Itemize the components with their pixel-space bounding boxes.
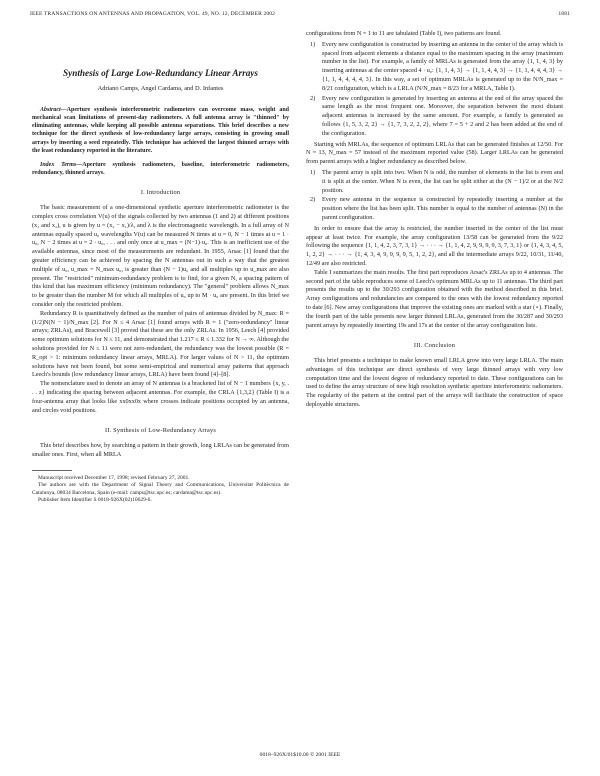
synthesis-paragraph-3: In order to ensure that the array is restricted, the number inserted in the center of the list must appear at least twice. For example, the array configuration 13/58 can be generated from the 9/22 following the sequence {1, 1, 4, 2, 3, 7, 3, 1} → · · · → {1, 1, 4, 2, 9, 9, 9, 9, 3, 7, 3, 1} or {1, 4, 3, 4, 5, 1, 2, 2} → · · · → {1, 4, 3, 4, 9, 9, 9, 9, 5, 1, 2, 2}, and all the intermediate arrays 9/22, 10/31, 11/40, 12/49 are also restricted.: [306, 224, 563, 267]
footnote-identifier: Publisher Item Identifier S 0018-926X(02)10629-6.: [38, 496, 152, 503]
paper-title: Synthesis of Large Low-Redundancy Linear Arrays: [63, 68, 258, 78]
abstract-text: Aperture synthesis interferometric radiometers can overcome mass, weight and mechanical scan limitations of present-day radiometers. A full antenna array is "thinned" by eliminating antennas, while keeping all possible antenna separations. This brief describes a new technique for the direct synthesis of low-redundancy large arrays, consisting in growing small arrays by inserting a seed repeatedly. This technique has achieved the largest thinned arrays with the least redundancy reported in the literature.: [32, 106, 289, 154]
copyright-footer: 0018–926X/01$10.00 © 2001 IEEE: [259, 752, 341, 758]
running-head: [30, 11, 570, 17]
list-item-number: 2): [310, 94, 316, 102]
synthesis-paragraph-1: This brief describes how, by searching a pattern in their growth, long LRLAs can be generated from smaller ones. First, when all MRLA: [32, 442, 289, 458]
section-heading-introduction: I. Introduction: [140, 189, 181, 197]
list-item-text: The parent array is split into two. When N is odd, the number of elements in the list is even and it is split at the center. When N is even, the list can be split either at the (N − 1)/2 or at the N/2 position.: [322, 168, 563, 194]
list-item-text: Every new configuration is generated by inserting an antenna at the end of the array spaced the same length as the most frequent one. Moreover, the separation between the most distant adjacent antennas is increased by the same amount. For example, a family is generated as follows {1, 5, 3, 2, 2} → {1, 7, 3, 2, 2, 2}, where 7 = 5 + 2 and 2 has been added at the end of the configuration.: [322, 94, 563, 137]
page-number: 1881: [558, 11, 570, 17]
footnotes: [32, 475, 289, 505]
section-heading-synthesis: II. Synthesis of Low-Redundancy Arrays: [105, 427, 216, 435]
index-terms: [32, 161, 289, 177]
footnote-affiliation: The authors are with the Department of Signal Theory and Communications, Universitat Politècnica de Catalunya, 08034 Barcelona, Spain (e-mail: camps@tsc.upc.es; cardama@tsc.upc.es).: [32, 482, 289, 496]
intro-paragraph-1: The basic measurement of a one-dimensional synthetic aperture interferometric radiometer is the complex cross correlation V(u) of the signals collected by two antennas (1 and 2) at different positions (x₁ and x₂), u is given by u = (x₂ − x₁)/λ, and λ is the electromagnetic wavelength. In a full array of N antennas equally spaced u₀ wavelengths V(u) can be measured N times at u = 0, N − 1 times at u = 1 · u₀, N − 2 times at u = 2 · u₀, . . . and only once at u_max = (N−1)·u₀. This is an inefficient use of the available antennas, since most of the measurements are redundant. In 1955, Arsac [1] found that the greater efficiency can be achieved by spacing the N antennas out in such a way that the greatest multiple of u₀, u_max = N_max u₀, is greater than (N − 1)u₀ and all multiples up to u_max are also present. The "restricted" minimum-redundancy problem is to find, for a given N, a spacing pattern of this kind that has maximum efficiency (minimum redundancy). The "general" problem allows N_max to be greater than the number M for which all multiples of u₀ up to M · u₀ are present. In this brief we consider only the restricted problem.: [32, 204, 289, 308]
list-item-text: Every new configuration is constructed by inserting an antenna in the center of the array which is spaced from adjacent elements a distance equal to the maximum spacing in the array (maximum number in the list). For example, a family of MRLAs is generated from the array {1, 1, 4, 3} by inserting antennas at the center spaced 4 · u₀: {1, 1, 4, 3} → {1, 1, 4, 4, 3} → {1, 1, 4, 4, 4, 3} → {1, 1, 4, 4, 4, 4, 3}. In this way, a set of optimum MRLAs is generated up to the N/N_max = 8/21 configuration, which is a LRLA (N/N_max = 8/23 for a MRLA, Table I).: [322, 40, 563, 92]
intro-paragraph-2: Redundancy R is quantitatively defined as the number of pairs of antennas divided by N_max: R = (1/2)N(N − 1)/N_max [2]. For N ≤ 4 Arsac [1] found arrays with R = 1 ("zero-redundancy" linear arrays; ZRLAs), and Bracewell [3] proved that these are the only ZRLAs. In 1956, Leech [4] provided some optimum solutions for N ≤ 11, and demonstrated that 1.217 ≤ R ≤ 1.332 for N → ∞. Although the solutions provided for N ≤ 11 were not zero-redundant, the redundancy was the lowest possible (R = R_opt > 1: minimum redundancy linear arrays, MRLA). For larger values of N > 11, the optimum solutions have not been found, but some semi-empirical and numerical array patterns that approach Leech's bounds (low redundancy linear arrays, LRLA) have been found [4]–[8].: [32, 309, 289, 379]
left-column: [32, 30, 289, 504]
right-column: [306, 30, 563, 410]
pattern-list: [306, 41, 563, 139]
abstract: [32, 106, 289, 155]
index-terms-label: Index Terms—: [40, 162, 83, 169]
journal-name: IEEE TRANSACTIONS ON ANTENNAS AND PROPAGATION, VOL. 49, NO. 12, DECEMBER 2002: [30, 11, 276, 17]
list-item-number: 2): [310, 196, 316, 204]
list-item: [306, 41, 563, 94]
list-item-text: Every new antenna in the sequence is constructed by repeatedly inserting a number at the position where the list has been split. This number is equal to the number of antennas (N) in the parent configuration.: [322, 196, 563, 221]
footnote-received: Manuscript received December 17, 1998; revised February 27, 2001.: [38, 474, 190, 481]
list-item-number: 1): [310, 168, 316, 176]
list-item: [306, 95, 563, 139]
index-terms-text: Aperture synthesis radiometers, baseline, interferometric radiometers, redundancy, thinned arrays.: [32, 162, 289, 177]
list-item: [306, 196, 563, 222]
synthesis-paragraph-2: Starting with MRLAs, the sequence of optimum LRLAs that can be generated finishes at 12/50. For N = 13, N_max = 57 instead of the maximum reported value (58). Larger LRLAs can be generated from parent arrays with a higher redundancy as described below.: [306, 140, 563, 166]
list-item-number: 1): [310, 40, 316, 48]
abstract-label: Abstract—: [40, 106, 67, 113]
conclusion-paragraph: This brief presents a technique to make known small LRLA grow into very large LRLA. The main advantages of this technique are direct synthesis of very large thinned arrays with very low computation time and the lowest degree of redundancy reported to date. These configurations can be used to define the array structure of new high resolution synthetic aperture interferometric radiometers. The regularity of the pattern at the central part of the arrays will facilitate the construction of space deployable structures.: [306, 357, 563, 409]
intro-paragraph-3: The nomenclature used to denote an array of N antennas is a bracketed list of N − 1 numbers {x, y, . . . z} indicating the spacing between adjacent antennas. For example, the CRLA {1,3,2} (Table I) is a four-antenna array that looks like xx0xx0x where crosses indicate positions occupied by an antenna, and circles void positions.: [32, 380, 289, 414]
section-heading-conclusion: III. Conclusion: [413, 342, 456, 350]
authors: Adriano Camps, Angel Cardama, and D. Infantes: [97, 85, 224, 92]
footnote-divider: [32, 470, 72, 471]
synthesis-continued: configurations from N = 1 to 11 are tabulated (Table I), two patterns are found.: [306, 30, 502, 37]
synthesis-paragraph-4: Table I summarizes the main results. The first part reproduces Arsac's ZRLAs up to 4 antennas. The second part of the table reproduces some of Leech's optimum MRLAs up to 11 antennas. The third part presents the results up to the 30/293 configuration obtained with the method described in this brief. Array configurations and redundancies are compared to the ones with the lowest redundancy reported to date [6]. New array configurations that improve the existing ones are marked with a star (⋆). Finally, the fourth part of the table presents new larger thinned LRLAs, generated from the 30/287 and 30/293 parent arrays by repeatedly inserting 19s and 17s at the center of the array configuration lists.: [306, 268, 563, 329]
list-item: [306, 169, 563, 195]
procedure-list: [306, 169, 563, 223]
